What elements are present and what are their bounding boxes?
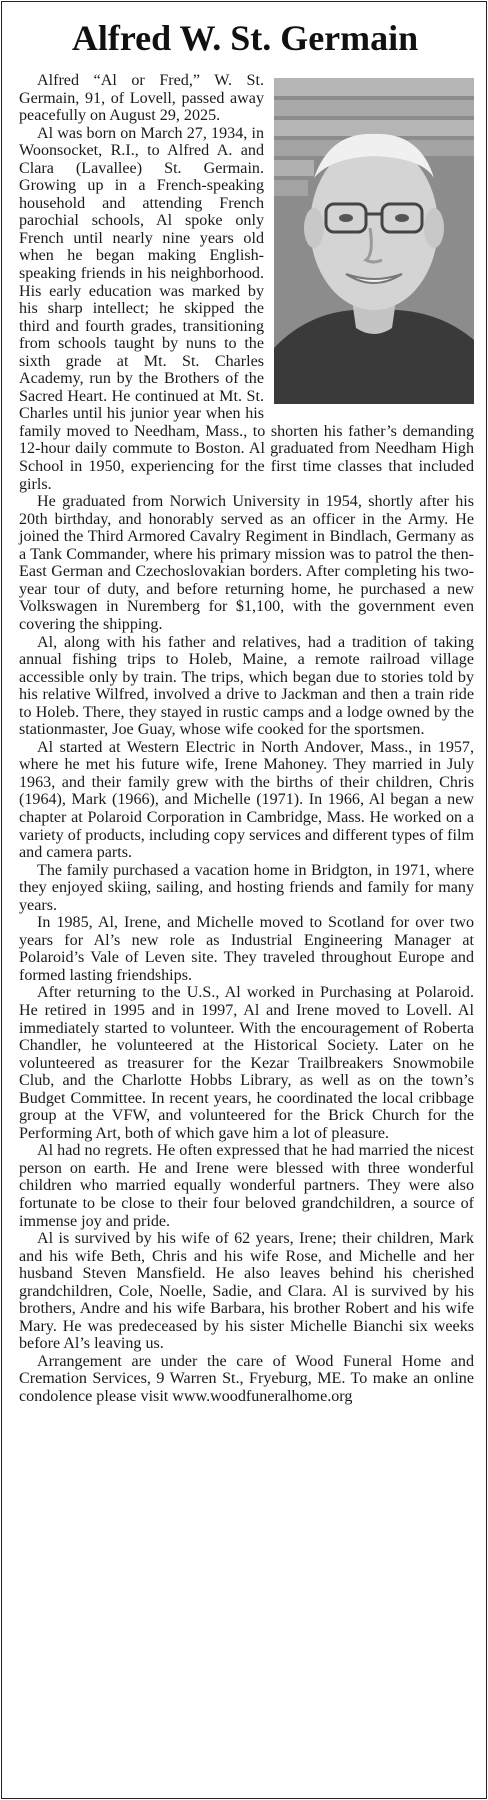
- obituary-paragraph: Al started at Western Electric in North Andover, Mass., in 1957, where he met his future wife, Irene Mahoney. They married in July 1963, and their family grew with the births of their children, Chris (1964), Mark (1966), and Michelle (1971). In 1966, Al began a new chapter at Polaroid Corporation in Cambridge, Mass. He worked on a variety of products, including copy services and different types of film and camera parts.: [19, 738, 474, 862]
- obituary-paragraph: Al had no regrets. He often expressed that he had married the nicest person on earth. He and Irene were blessed with three wonderful children who married equally wonderful partners. They were also fortunate to be close to their four beloved grandchildren, a source of immense joy and pride.: [19, 1142, 474, 1230]
- obituary-frame: [1, 1, 487, 1799]
- portrait-photo-icon: [274, 78, 474, 404]
- obituary-paragraph: Alfred “Al or Fred,” W. St. Germain, 91, of Lovell, passed away peacefully on August 29, 2025.: [19, 72, 264, 125]
- obituary-title: Alfred W. St. Germain: [71, 18, 419, 58]
- obituary-paragraph: Al is survived by his wife of 62 years, Irene; their children, Mark and his wife Beth, Chris and his wife Rose, and Michelle and her husband Steven Mansfield. He also leaves behind his cherished grandchildren, Cole, Noelle, Sadie, and Clara. Al is survived by his brothers, Andre and his wife Barbara, his brother Robert and his wife Mary. He was predeceased by his sister Michelle Bianchi six weeks before Al’s leaving us.: [19, 1230, 474, 1353]
- obituary-paragraph: After returning to the U.S., Al worked in Purchasing at Polaroid. He retired in 1995 and in 1997, Al and Irene moved to Lovell. Al immediately started to volunteer. With the encouragement of Roberta Chandler, he volunteered at the Historical Society. Later on he volunteered as treasurer for the Kezar Trailbreakers Snowmobile Club, and the Charlotte Hobbs Library, as well as on the town’s Budget Committee. In recent years, he coordinated the local cribbage group at the VFW, and volunteered for the Brick Church for the Performing Art, both of which gave him a lot of pleasure.: [19, 984, 474, 1142]
- obituary-paragraph: Al was born on March 27, 1934, in Woonsocket, R.I., to Alfred A. and Clara (Lavallee) St. Germain. Growing up in a French-speaking household and attending French parochial schools, Al spoke only French until nearly nine years old when he began making English-speaking friends in his neighborhood. His early education was marked by his sharp intellect; he skipped the third and fourth grades, transitioning from schools taught by nuns to the sixth grade at Mt. St. Charles Academy, run by the Brothers of the Sacred Heart. He continued at Mt. St. Charles until his junior year when his family moved to Needham, Mass., to shorten his father’s demanding 12-hour daily commute to Boston. Al graduated from Needham High School in 1950, experiencing for the first time classes that included girls.: [19, 124, 474, 493]
- portrait-photo: [274, 78, 474, 404]
- obituary-paragraph: The family purchased a vacation home in Bridgton, in 1971, where they enjoyed skiing, sailing, and hosting friends and family for many years.: [19, 861, 474, 914]
- obituary-paragraph: Al, along with his father and relatives, had a tradition of taking annual fishing trips to Holeb, Maine, a remote railroad village accessible only by train. The trips, which began due to stories told by his relative Wilfred, involved a drive to Jackman and then a train ride to Holeb. There, they stayed in rustic camps and a lodge owned by the stationmaster, Joe Guay, whose wife cooked for the sportsmen.: [19, 633, 474, 739]
- obituary-paragraph: He graduated from Norwich University in 1954, shortly after his 20th birthday, and honorably served as an officer in the Army. He joined the Third Armored Cavalry Regiment in Bindlach, Germany as a Tank Commander, where his primary mission was to patrol the then-East German and Czechoslovakian borders. After completing his two-year tour of duty, and before returning home, he purchased a new Volkswagen in Nuremberg for $1,100, with the government even covering the shipping.: [19, 493, 474, 633]
- obituary-body: [19, 72, 474, 1406]
- obituary-paragraph: In 1985, Al, Irene, and Michelle moved to Scotland for over two years for Al’s new role as Industrial Engineering Manager at Polaroid’s Vale of Leven site. They traveled throughout Europe and formed lasting friendships.: [19, 914, 474, 984]
- obituary-paragraph: Arrangement are under the care of Wood Funeral Home and Cremation Services, 9 Warren St., Fryeburg, ME. To make an online condolence please visit www.woodfuneralhome.org: [19, 1352, 474, 1406]
